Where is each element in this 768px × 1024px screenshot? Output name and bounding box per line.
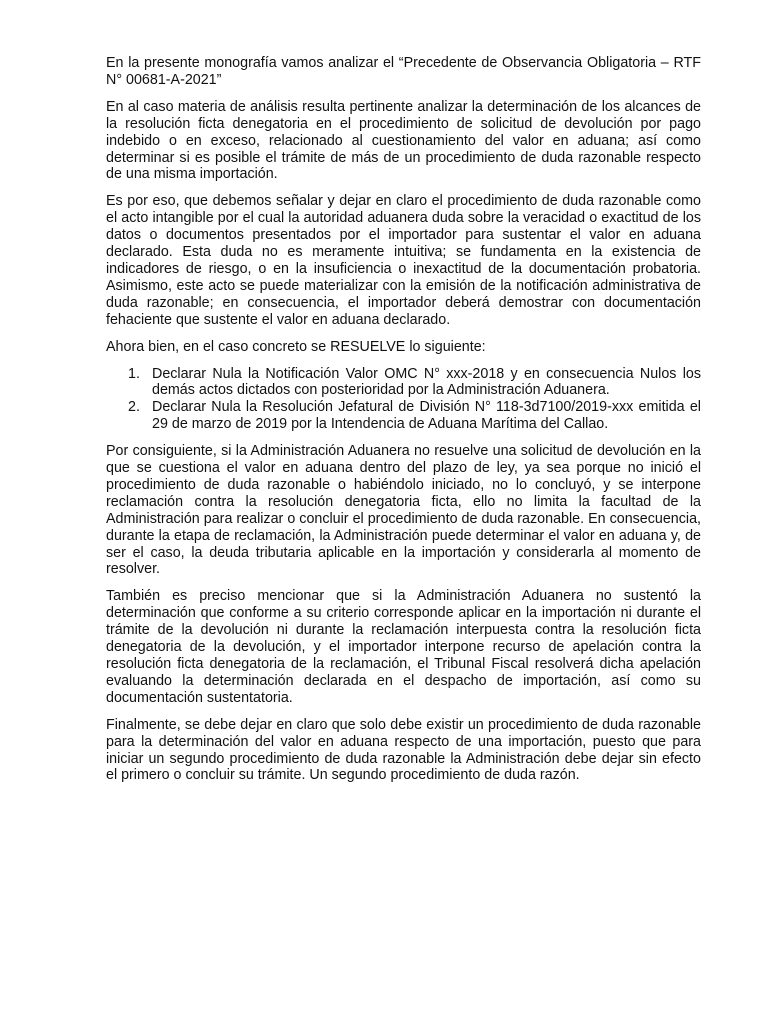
resolution-list (106, 366, 701, 434)
list-item-text: Declarar Nula la Notificación Valor OMC N° xxx-2018 y en consecuencia Nulos los demás actos dictados con posterioridad por la Administración Aduanera. (152, 365, 701, 399)
paragraph-analysis-scope: En al caso materia de análisis resulta pertinente analizar la determinación de los alcances de la resolución ficta denegatoria en el procedimiento de solicitud de devolución por pago indebido o en exceso, relacionado al cuestionamiento del valor en aduana; así como determinar si es posible el trámite de más de un procedimiento de duda razonable respecto de una misma importación. (106, 98, 701, 183)
list-item-text: Declarar Nula la Resolución Jefatural de División N° 118-3d7100/2019-xxx emitida el 29 de marzo de 2019 por la Intendencia de Aduana Marítima del Callao. (152, 399, 701, 433)
list-item (106, 399, 701, 433)
paragraph-consiguiente: Por consiguiente, si la Administración Aduanera no resuelve una solicitud de devolución en la que se cuestiona el valor en aduana dentro del plazo de ley, ya sea porque no inició el procedimiento de duda razonable o habiéndolo iniciado, no lo concluyó, y se interpone reclamación contra la resolución denegatoria ficta, ello no limita la facultad de la Administración para realizar o concluir el procedimiento de duda razonable. En consecuencia, durante la etapa de reclamación, la Administración puede determinar el valor en aduana y, de ser el caso, la deuda tributaria aplicable en la importación y considerarla al momento de resolver. (106, 443, 701, 578)
paragraph-intro: En la presente monografía vamos analizar el “Precedente de Observancia Obligatoria – RTF N° 00681-A-2021” (106, 55, 701, 88)
list-item (106, 366, 701, 400)
paragraph-duda-razonable: Es por eso, que debemos señalar y dejar en claro el procedimiento de duda razonable como el acto intangible por el cual la autoridad aduanera duda sobre la veracidad o exactitud de los datos o documentos presentados por el importador para sustentar el valor en aduana declarado. Esta duda no es meramente intuitiva; se fundamenta en la existencia de indicadores de riesgo, o en la insuficiencia o inexactitud de la documentación probatoria. Asimismo, este acto se puede materializar con la emisión de la notificación administrativa de duda razonable; en consecuencia, el importador deberá demostrar con documentación fehaciente que sustente el valor en aduana declarado. (106, 193, 701, 328)
paragraph-finalmente: Finalmente, se debe dejar en claro que solo debe existir un procedimiento de duda razonable para la determinación del valor en aduana respecto de una importación, puesto que para iniciar un segundo procedimiento de duda razonable la Administración debe dejar sin efecto el primero o concluir su trámite. Un segundo procedimiento de duda razón. (106, 716, 701, 784)
paragraph-tambien: También es preciso mencionar que si la Administración Aduanera no sustentó la determinación que conforme a su criterio corresponde aplicar en la importación ni durante el trámite de la devolución ni durante la reclamación interpuesta contra la resolución ficta denegatoria de la devolución, y el importador interpone recurso de apelación contra la resolución ficta denegatoria de la reclamación, el Tribunal Fiscal resolverá dicha apelación evaluando la determinación declarada en el despacho de importación, así como su documentación sustentatoria. (106, 588, 701, 706)
list-item-number: 1. (128, 365, 140, 382)
document-body (106, 55, 701, 794)
list-item-number: 2. (128, 399, 140, 416)
paragraph-resuelve: Ahora bien, en el caso concreto se RESUELVE lo siguiente: (106, 338, 486, 355)
